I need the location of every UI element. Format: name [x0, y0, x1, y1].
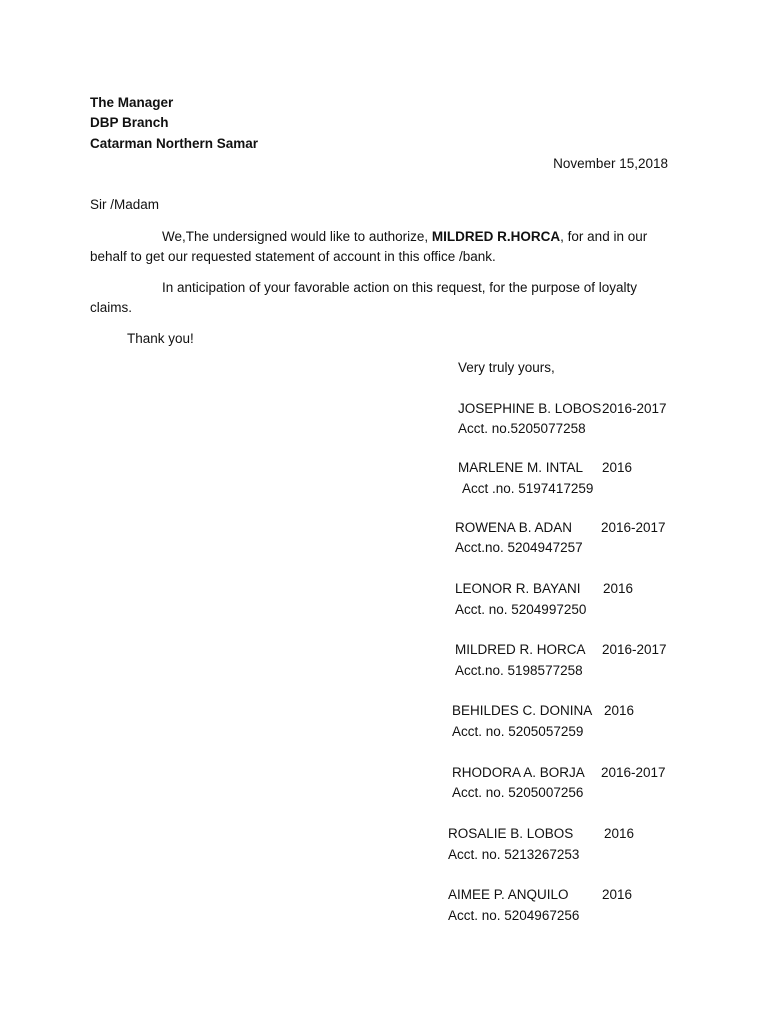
signatory-year: 2016	[604, 703, 635, 718]
signatory-year: 2016	[602, 887, 633, 902]
signatory-account: Acct. no. 5205007256	[452, 785, 584, 800]
closing: Very truly yours,	[458, 360, 555, 375]
signatory-account: Acct. no. 5213267253	[448, 847, 580, 862]
signatory-year: 2016-2017	[601, 765, 666, 780]
p2-text: In anticipation of your favorable action on this request, for the purpose of loyalty claims.	[90, 280, 638, 315]
salutation: Sir /Madam	[90, 197, 160, 212]
thank-you: Thank you!	[127, 331, 194, 346]
p1-text-after: , for and in our behalf to get our requested statement of account in this office /bank.	[90, 229, 648, 264]
signatory-account: Acct. no. 5205057259	[452, 724, 584, 739]
signatory-year: 2016-2017	[602, 401, 667, 416]
signatory-name: AIMEE P. ANQUILO	[448, 887, 569, 902]
signatory-year: 2016	[604, 826, 635, 841]
signatory-account: Acct.no. 5204947257	[455, 540, 583, 555]
recipient-line-2: DBP Branch	[90, 115, 169, 130]
signatory-name: LEONOR R. BAYANI	[455, 581, 581, 596]
body-paragraph-1	[90, 227, 670, 267]
recipient-line-1: The Manager	[90, 95, 174, 110]
p1-text-before: We,The undersigned would like to authorize,	[162, 229, 432, 244]
signatory-name: BEHILDES C. DONINA	[452, 703, 593, 718]
authorized-person: MILDRED R.HORCA	[431, 229, 561, 244]
signatory-name: MILDRED R. HORCA	[455, 642, 586, 657]
signatory-account: Acct. no. 5204967256	[448, 908, 580, 923]
signatory-year: 2016	[603, 581, 634, 596]
signatory-name: JOSEPHINE B. LOBOS	[458, 401, 602, 416]
signatory-name: MARLENE M. INTAL	[458, 460, 584, 475]
signatory-year: 2016-2017	[602, 642, 667, 657]
signatory-name: ROSALIE B. LOBOS	[448, 826, 574, 841]
signatory-year: 2016-2017	[601, 520, 666, 535]
signatory-account: Acct .no. 5197417259	[462, 481, 594, 496]
signatory-year: 2016	[602, 460, 633, 475]
recipient-line-3: Catarman Northern Samar	[90, 136, 259, 151]
signatory-account: Acct.no. 5198577258	[455, 663, 583, 678]
signatory-account: Acct. no.5205077258	[458, 421, 586, 436]
letter-date: November 15,2018	[553, 156, 668, 171]
signatory-name: RHODORA A. BORJA	[452, 765, 585, 780]
signatory-name: ROWENA B. ADAN	[455, 520, 573, 535]
body-paragraph-2	[90, 278, 670, 318]
signatory-account: Acct. no. 5204997250	[455, 602, 587, 617]
